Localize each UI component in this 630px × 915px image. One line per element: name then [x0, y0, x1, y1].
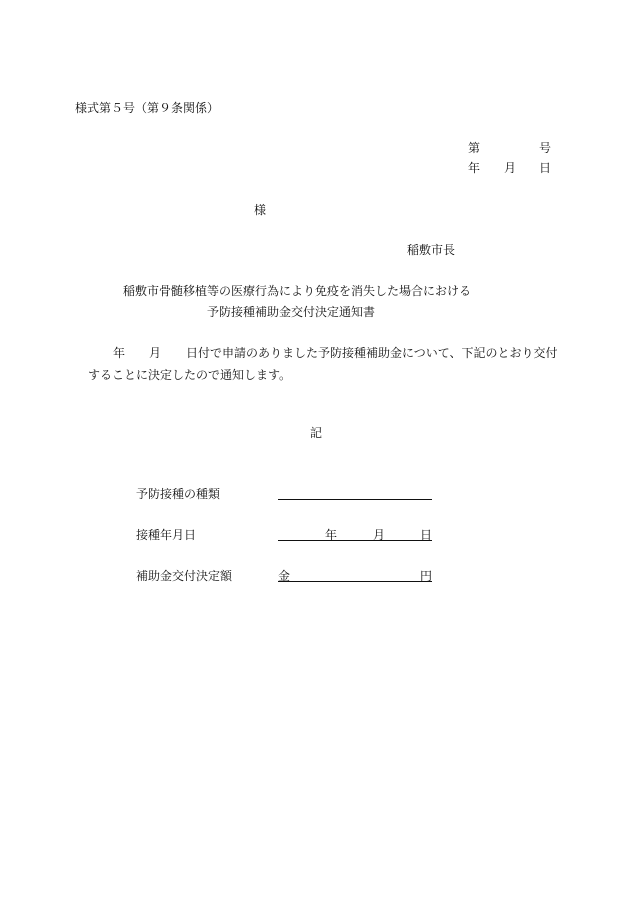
item-amount-prefix: 金: [278, 569, 291, 583]
form-number: 様式第５号（第９条関係）: [75, 101, 220, 115]
body-line-2: することに決定したので通知します。: [88, 368, 292, 382]
document-number-prefix: 第: [468, 141, 481, 155]
item-label: 接種年月日: [136, 528, 197, 542]
sender-name: 稲敷市長: [407, 243, 456, 257]
ki-heading: 記: [310, 426, 323, 440]
item-date-month: 月: [373, 528, 386, 542]
item-label: 補助金交付決定額: [136, 569, 233, 583]
issue-date-day: 日: [539, 161, 552, 175]
item-date-day: 日: [420, 528, 433, 542]
item-date-year: 年: [325, 528, 338, 542]
recipient-honorific: 様: [254, 203, 267, 217]
issue-date-month: 月: [504, 161, 517, 175]
body-month: 月: [149, 346, 162, 360]
title-line-2: 予防接種補助金交付決定通知書: [207, 305, 376, 319]
title-line-1: 稲敷市骨髄移植等の医療行為により免疫を消失した場合における: [123, 284, 472, 298]
item-amount-suffix: 円: [420, 569, 433, 583]
blank-underline: [278, 581, 432, 582]
issue-date-year: 年: [468, 161, 481, 175]
document-number-suffix: 号: [539, 141, 552, 155]
body-year: 年: [113, 346, 126, 360]
blank-underline: [278, 499, 432, 500]
blank-underline: [278, 540, 432, 541]
item-label: 予防接種の種類: [136, 487, 221, 501]
body-line-1: 日付で申請のありました予防接種補助金について、下記のとおり交付: [186, 346, 558, 360]
